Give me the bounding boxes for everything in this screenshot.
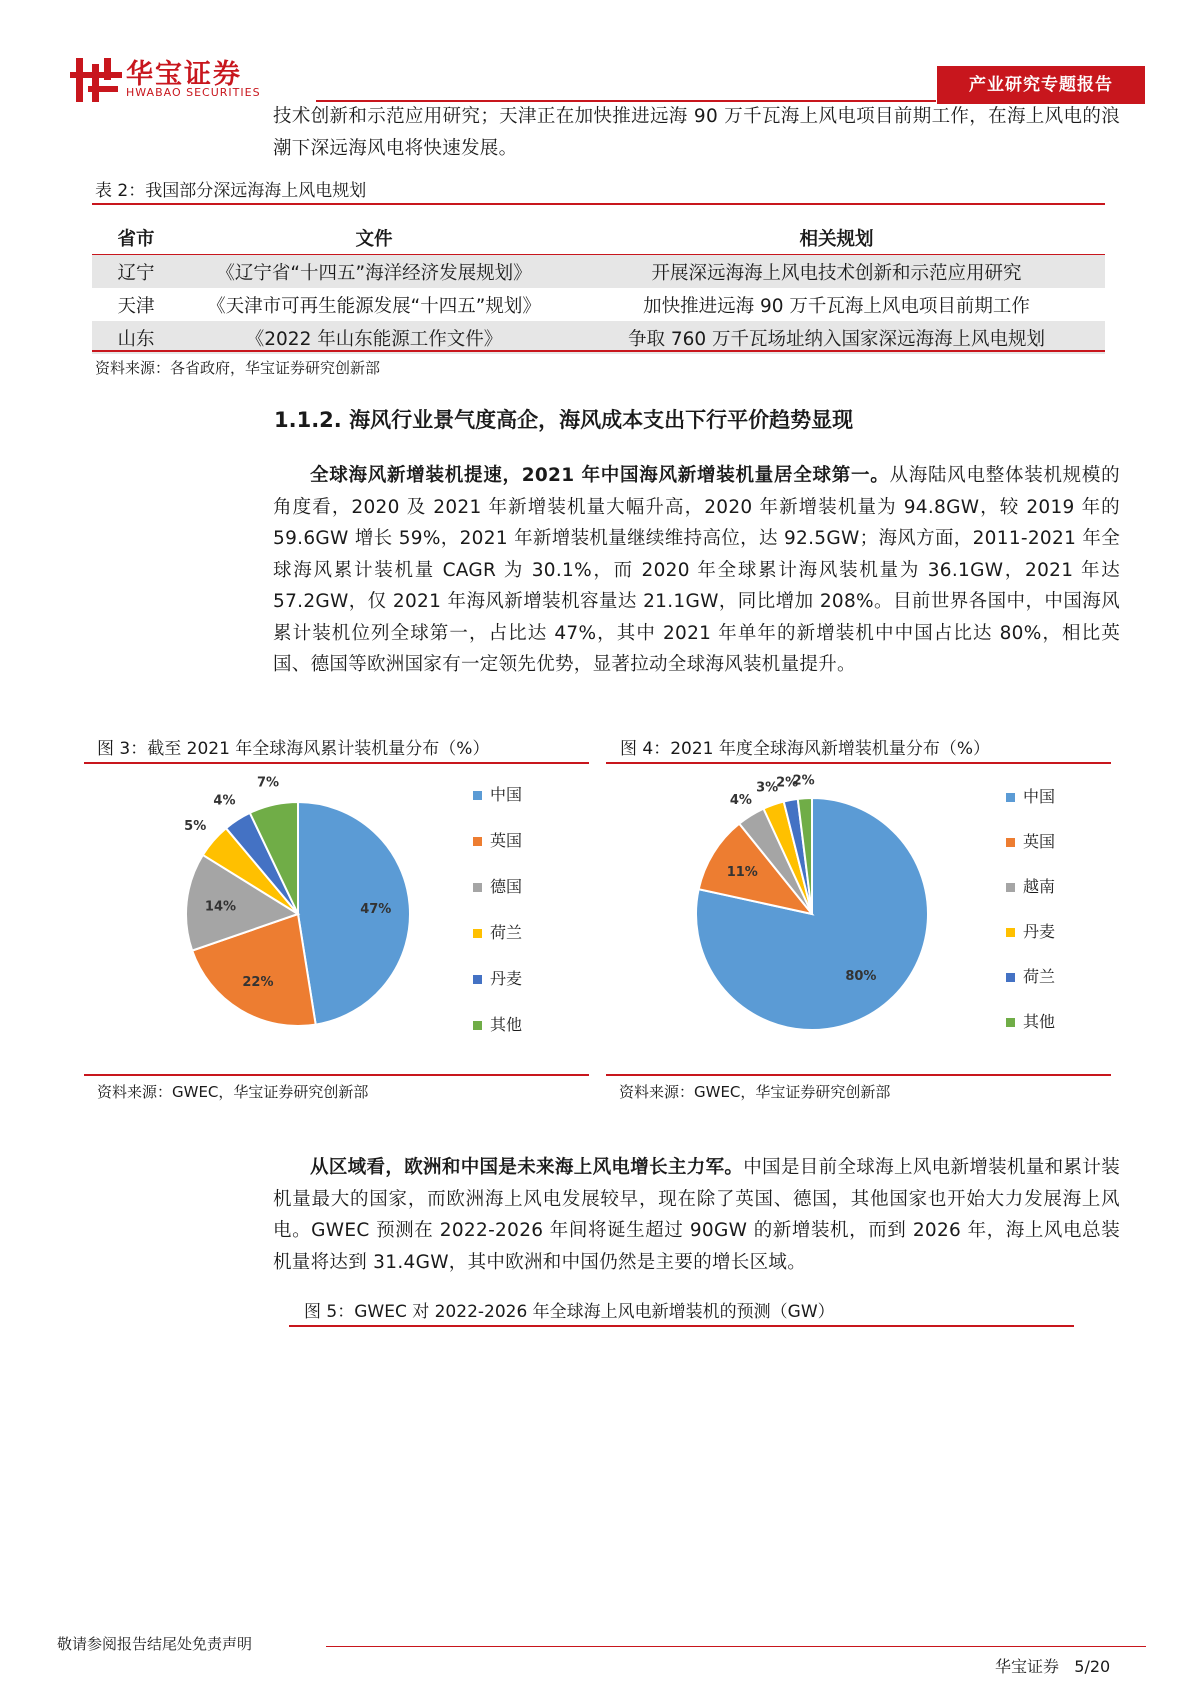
legend-label: 中国 xyxy=(490,785,523,804)
legend-swatch-icon xyxy=(1006,883,1015,892)
brand-logo-icon xyxy=(70,54,122,106)
pie-data-label: 2% xyxy=(776,775,799,791)
body-paragraph-1 xyxy=(273,460,1120,681)
figure3-top-rule xyxy=(84,762,589,764)
paragraph-body: 从海陆风电整体装机规模的角度看，2020 及 2021 年新增装机量大幅升高，2020 年新增装机量为 94.8GW，较 2019 年的 59.6GW 增长 59%，2021 年新增装机量继续维持高位，达 92.5GW；海风方面，2011-2021 年全球海风累计装机量 CAGR 为 30.1%，而 2020 年全球累计海风装机量为 36.1GW，2021 年达 57.2GW，仅 2021 年海风新增装机容量达 21.1GW，同比增加 208%。目前世界各国中，中国海风累计装机位列全球第一，占比达 47%，其中 2021 年单年的新增装机中中国占比达 80%，相比英国、德国等欧洲国家有一定领先优势，显著拉动全球海风装机量提升。 xyxy=(273,465,1120,675)
paragraph-lead: 全球海风新增装机提速，2021 年中国海风新增装机量居全球第一。 xyxy=(310,465,890,486)
legend-item xyxy=(473,782,522,828)
section-heading: 1.1.2. 海风行业景气度高企，海风成本支出下行平价趋势显现 xyxy=(274,408,854,432)
legend-item xyxy=(473,920,522,966)
report-type-badge: 产业研究专题报告 xyxy=(937,66,1145,104)
paragraph-lead: 从区域看，欧洲和中国是未来海上风电增长主力军。 xyxy=(310,1157,744,1178)
planning-table xyxy=(92,222,1105,354)
table-cell: 《2022 年山东能源工作文件》 xyxy=(180,321,568,354)
legend-label: 荷兰 xyxy=(1023,967,1056,986)
figure5-caption: 图 5：GWEC 对 2022-2026 年全球海上风电新增装机的预测（GW） xyxy=(304,1302,835,1322)
brand-name-cn: 华宝证券 xyxy=(126,59,242,90)
table-cell: 加快推进远海 90 万千瓦海上风电项目前期工作 xyxy=(643,295,1030,317)
legend-label: 荷兰 xyxy=(490,923,523,942)
table-cell: 开展深远海海上风电技术创新和示范应用研究 xyxy=(568,255,1105,289)
legend-item xyxy=(1006,964,1055,1009)
legend-swatch-icon xyxy=(1006,973,1015,982)
table-cell: 争取 760 万千瓦场址纳入国家深远海海上风电规划 xyxy=(568,321,1105,354)
legend-label: 德国 xyxy=(490,877,523,896)
pie-data-label: 47% xyxy=(360,901,392,917)
pie-data-label: 4% xyxy=(729,793,752,809)
figure4-legend xyxy=(1006,784,1055,1054)
figure3-legend xyxy=(473,782,522,1058)
table-source: 资料来源：各省政府，华宝证券研究创新部 xyxy=(95,359,381,377)
legend-item xyxy=(1006,919,1055,964)
footer-brand: 华宝证券 xyxy=(995,1657,1060,1676)
figure3-source: 资料来源：GWEC，华宝证券研究创新部 xyxy=(97,1083,369,1101)
legend-label: 其他 xyxy=(1023,1012,1056,1031)
brand-name-en: HWABAO SECURITIES xyxy=(126,86,261,99)
figure4-top-rule xyxy=(606,762,1111,764)
page-number: 5/20 xyxy=(1074,1657,1111,1676)
paragraph-body: 中国是目前全球海上风电新增装机量和累计装机量最大的国家，而欧洲海上风电发展较早，现在除了英国、德国，其他国家也开始大力发展海上风电。GWEC 预测在 2022-2026 年间将诞生超过 90GW 的新增装机，而到 2026 年，海上风电总装机量将达到 31.4GW，其中欧洲和中国仍然是主要的增长区域。 xyxy=(273,1157,1120,1273)
pie-data-label: 80% xyxy=(845,968,877,984)
table-header-row xyxy=(92,222,1105,255)
table-cell: 《天津市可再生能源发展“十四五”规划》 xyxy=(207,295,541,317)
footer-page-info xyxy=(995,1654,1110,1677)
table-caption: 表 2：我国部分深远海海上风电规划 xyxy=(95,181,367,201)
legend-swatch-icon xyxy=(473,1021,482,1030)
legend-label: 英国 xyxy=(490,831,523,850)
table-cell: 《辽宁省“十四五”海洋经济发展规划》 xyxy=(180,255,568,289)
legend-label: 英国 xyxy=(1023,832,1056,851)
figure4-caption: 图 4：2021 年度全球海风新增装机量分布（%） xyxy=(620,739,991,759)
legend-item xyxy=(473,966,522,1012)
figure4-bottom-rule xyxy=(606,1074,1111,1076)
table-row xyxy=(92,288,1105,321)
legend-swatch-icon xyxy=(473,975,482,984)
legend-item xyxy=(473,828,522,874)
legend-swatch-icon xyxy=(1006,793,1015,802)
legend-swatch-icon xyxy=(1006,928,1015,937)
table-cell: 辽宁 xyxy=(92,255,180,289)
legend-label: 其他 xyxy=(490,1015,523,1034)
legend-item xyxy=(1006,1009,1055,1054)
intro-paragraph: 技术创新和示范应用研究；天津正在加快推进远海 90 万千瓦海上风电项目前期工作，在海上风电的浪潮下深远海风电将快速发展。 xyxy=(273,106,1120,159)
table-cell: 天津 xyxy=(117,295,155,317)
legend-swatch-icon xyxy=(1006,838,1015,847)
legend-swatch-icon xyxy=(473,791,482,800)
body-paragraph-2 xyxy=(273,1152,1120,1278)
legend-swatch-icon xyxy=(473,883,482,892)
pie-data-label: 11% xyxy=(726,864,758,880)
legend-item xyxy=(1006,829,1055,874)
footer-divider xyxy=(326,1646,1146,1647)
pie-data-label: 4% xyxy=(213,793,236,809)
legend-label: 丹麦 xyxy=(490,969,523,988)
legend-label: 丹麦 xyxy=(1023,922,1056,941)
legend-item xyxy=(473,874,522,920)
legend-item xyxy=(1006,874,1055,919)
table-bottom-rule xyxy=(92,350,1105,352)
figure3-bottom-rule xyxy=(84,1074,589,1076)
figure5-top-rule xyxy=(289,1325,1074,1327)
legend-swatch-icon xyxy=(473,929,482,938)
legend-label: 中国 xyxy=(1023,787,1056,806)
footer-disclaimer: 敬请参阅报告结尾处免责声明 xyxy=(57,1635,253,1653)
legend-label: 越南 xyxy=(1023,877,1056,896)
table-top-rule xyxy=(92,203,1105,205)
pie-slice-1 xyxy=(298,802,410,1025)
pie-data-label: 2% xyxy=(792,773,815,789)
legend-item xyxy=(1006,784,1055,829)
pie-data-label: 3% xyxy=(756,780,779,796)
pie-data-label: 5% xyxy=(184,818,207,834)
figure3-caption: 图 3：截至 2021 年全球海风累计装机量分布（%） xyxy=(97,739,490,759)
pie-data-label: 22% xyxy=(242,974,274,990)
pie-data-label: 14% xyxy=(204,899,237,915)
legend-swatch-icon xyxy=(473,837,482,846)
legend-item xyxy=(473,1012,522,1058)
figure4-source: 资料来源：GWEC，华宝证券研究创新部 xyxy=(619,1083,891,1101)
table-cell: 山东 xyxy=(92,321,180,354)
pie-data-label: 7% xyxy=(256,775,280,791)
table-header-cell: 文件 xyxy=(180,222,568,255)
legend-swatch-icon xyxy=(1006,1018,1015,1027)
table-header-cell: 省市 xyxy=(92,222,180,255)
table-row xyxy=(92,255,1105,289)
table-header-cell: 相关规划 xyxy=(568,222,1105,255)
